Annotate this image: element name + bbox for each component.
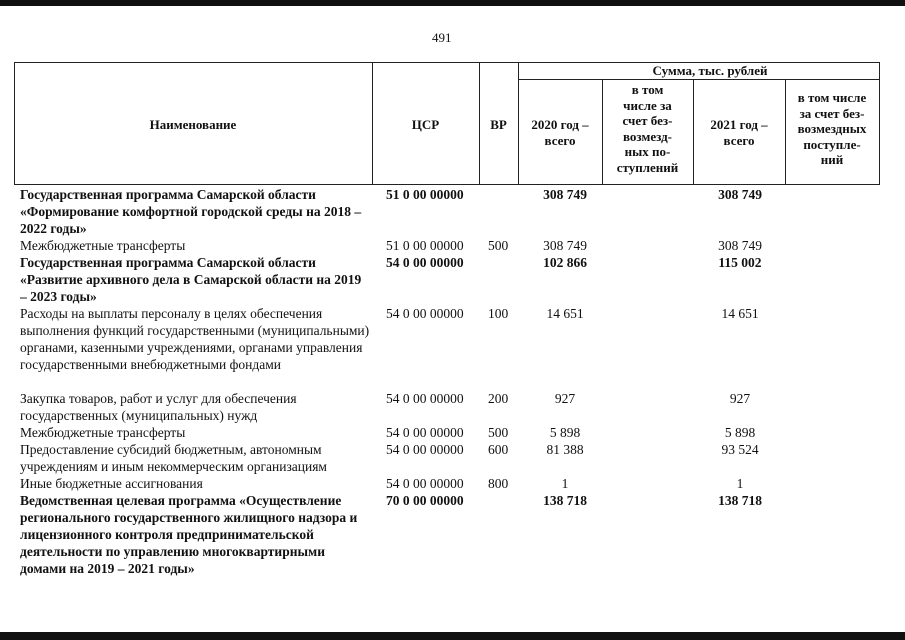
row-2020-total: 81 388 (546, 442, 584, 457)
header-csr: ЦСР (411, 117, 440, 132)
row-csr: 54 0 00 00000 (386, 476, 464, 491)
row-2021-total: 927 (729, 391, 751, 406)
col-border-right (879, 62, 880, 185)
row-name: Государственная программа Самарской области «Развитие архивного дела в Самарской области на 2019 – 2023 годы» (20, 255, 362, 304)
row-csr: 54 0 00 00000 (386, 425, 464, 440)
header-2020-total: 2020 год – всего (531, 117, 589, 148)
scan-edge-top (0, 0, 905, 6)
row-vr: 600 (488, 442, 509, 457)
row-2021-total: 138 718 (718, 493, 762, 508)
row-csr: 70 0 00 00000 (386, 493, 464, 508)
row-2020-total: 308 749 (543, 187, 587, 202)
row-vr: 800 (488, 476, 509, 491)
row-csr: 54 0 00 00000 (386, 442, 464, 457)
row-2021-total: 1 (736, 476, 744, 491)
header-bottom-border (14, 184, 880, 185)
amount-group-divider (518, 79, 880, 80)
row-2020-total: 14 651 (546, 306, 584, 321)
header-vr: ВР (490, 117, 507, 132)
row-2020-total: 1 (561, 476, 569, 491)
row-name: Предоставление субсидий бюджетным, автономным учреждениям и иным некоммерческим организациям (20, 442, 327, 474)
row-name: Иные бюджетные ассигнования (20, 476, 203, 491)
row-csr: 54 0 00 00000 (386, 255, 464, 270)
header-name: Наименование (149, 117, 237, 132)
row-vr: 200 (488, 391, 509, 406)
row-2021-total: 93 524 (721, 442, 759, 457)
header-2020-gratuitous: в том числе за счет без- возмезд- ных по- ступлений (616, 82, 679, 175)
row-name: Расходы на выплаты персоналу в целях обеспечения выполнения функций государственными (муниципальными) органами, казенными учреждениями, органами управления государственными внебюджетными фондами (20, 306, 370, 372)
row-vr: 100 (488, 306, 509, 321)
row-csr: 54 0 00 00000 (386, 391, 464, 406)
row-2020-total: 138 718 (543, 493, 587, 508)
row-2020-total: 927 (554, 391, 576, 406)
row-name: Межбюджетные трансферты (20, 425, 186, 440)
row-name: Закупка товаров, работ и услуг для обеспечения государственных (муниципальных) нужд (20, 391, 297, 423)
row-csr: 51 0 00 00000 (386, 187, 464, 202)
row-vr: 500 (488, 238, 509, 253)
row-vr: 500 (488, 425, 509, 440)
row-2021-total: 308 749 (718, 187, 762, 202)
row-2021-total: 5 898 (724, 425, 756, 440)
header-2021-gratuitous: в том числе за счет без- возмездных поступле- ний (797, 90, 867, 167)
page-number: 491 (432, 30, 452, 45)
row-csr: 54 0 00 00000 (386, 306, 464, 321)
header-amount-group: Сумма, тыс. рублей (652, 63, 768, 78)
row-2021-total: 14 651 (721, 306, 759, 321)
row-name: Государственная программа Самарской области «Формирование комфортной городской среды на 2018 – 2022 годы» (20, 187, 362, 236)
row-2021-total: 115 002 (718, 255, 762, 270)
row-name: Ведомственная целевая программа «Осуществление регионального государственного жилищного надзора и лицензионного контроля предпринимательской деятельности по управлению многоквартирными домами на 2019 – 2021 годы» (20, 493, 358, 576)
header-2021-total: 2021 год – всего (710, 117, 768, 148)
scan-edge-bottom (0, 632, 905, 640)
row-csr: 51 0 00 00000 (386, 238, 464, 253)
row-2020-total: 5 898 (549, 425, 581, 440)
row-2020-total: 102 866 (543, 255, 587, 270)
row-name: Межбюджетные трансферты (20, 238, 186, 253)
row-2021-total: 308 749 (718, 238, 762, 253)
row-2020-total: 308 749 (543, 238, 587, 253)
